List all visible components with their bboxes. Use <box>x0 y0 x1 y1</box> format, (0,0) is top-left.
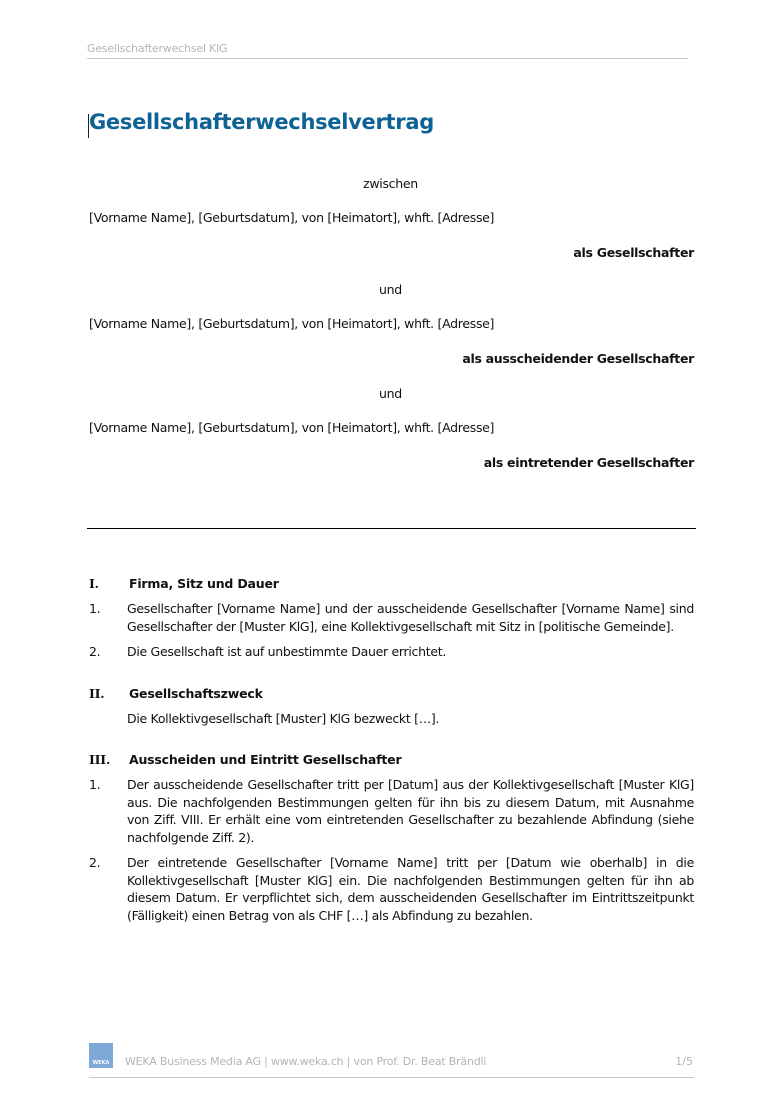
clause-number: 1. <box>89 601 101 616</box>
clause-text: Der eintretende Gesellschafter [Vorname Name] tritt per [Datum wie oberhalb] in die Kollektivgesellschaft [Muster KlG] ein. Die nachfolgenden Bestimmungen gelten für ihn ab diesem Datum. Er verpflichtet sich, dem ausscheidenden Gesellschafter im Eintrittszeitpunkt (Fälligkeit) einen Betrag von als CHF […] als Abfindung zu bezahlen. <box>127 855 694 923</box>
horizontal-rule <box>87 528 696 529</box>
title-block <box>89 110 434 134</box>
section-number: II. <box>89 686 105 701</box>
text-cursor <box>88 114 89 138</box>
party-3-details: [Vorname Name], [Geburtsdatum], von [Heimatort], whft. [Adresse] <box>89 420 495 435</box>
party-2-role: als ausscheidender Gesellschafter <box>462 351 694 366</box>
party-3-role: als eintretender Gesellschafter <box>483 455 694 470</box>
section-number: I. <box>89 576 99 591</box>
clause-text: Die Kollektivgesellschaft [Muster] KlG bezweckt […]. <box>127 711 440 726</box>
between-label: zwischen <box>363 176 418 191</box>
clause-3-2 <box>89 854 694 924</box>
and-label-1: und <box>379 282 402 297</box>
clause-number: 2. <box>89 855 101 870</box>
document-title[interactable]: Gesellschafterwechselvertrag <box>89 110 434 134</box>
page-header <box>87 37 688 59</box>
running-title: Gesellschafterwechsel KlG <box>87 42 228 55</box>
footer-text: WEKA Business Media AG | www.weka.ch | von Prof. Dr. Beat Brändli <box>125 1055 487 1068</box>
section-number: III. <box>89 752 111 767</box>
clause-number: 1. <box>89 777 101 792</box>
clause-number: 2. <box>89 644 101 659</box>
footer-rule <box>89 1077 694 1078</box>
clause-text: Gesellschafter [Vorname Name] und der ausscheidende Gesellschafter [Vorname Name] sind Gesellschafter der [Muster KlG], eine Kollektivgesellschaft mit Sitz in [politische Gemeinde]. <box>127 601 694 634</box>
and-label-2: und <box>379 386 402 401</box>
section-title: Ausscheiden und Eintritt Gesellschafter <box>129 752 402 767</box>
party-2-details: [Vorname Name], [Geburtsdatum], von [Heimatort], whft. [Adresse] <box>89 316 495 331</box>
page-number: 1/5 <box>675 1055 693 1068</box>
clause-2-1 <box>89 710 694 728</box>
clause-text: Die Gesellschaft ist auf unbestimmte Dauer errichtet. <box>127 644 446 659</box>
party-1-details: [Vorname Name], [Geburtsdatum], von [Heimatort], whft. [Adresse] <box>89 210 495 225</box>
section-title: Gesellschaftszweck <box>129 686 263 701</box>
section-title: Firma, Sitz und Dauer <box>129 576 279 591</box>
section-heading-3 <box>89 752 401 767</box>
party-1-role: als Gesellschafter <box>573 245 694 260</box>
section-heading-2 <box>89 686 263 701</box>
clause-text: Der ausscheidende Gesellschafter tritt per [Datum] aus der Kollektivgesellschaft [Muster KlG] aus. Die nachfolgenden Bestimmungen gelten für ihn bis zu diesem Datum, mit Ausnahme von Ziff. VIII. Er erhält eine vom eintretenden Gesellschafter zu bezahlende Abfindung (siehe nachfolgende Ziff. 2). <box>127 777 694 845</box>
clause-3-1 <box>89 776 694 846</box>
clause-1-1 <box>89 600 694 635</box>
clause-1-2 <box>89 643 694 661</box>
section-heading-1 <box>89 576 279 591</box>
weka-logo-icon: WEKA <box>89 1043 113 1068</box>
